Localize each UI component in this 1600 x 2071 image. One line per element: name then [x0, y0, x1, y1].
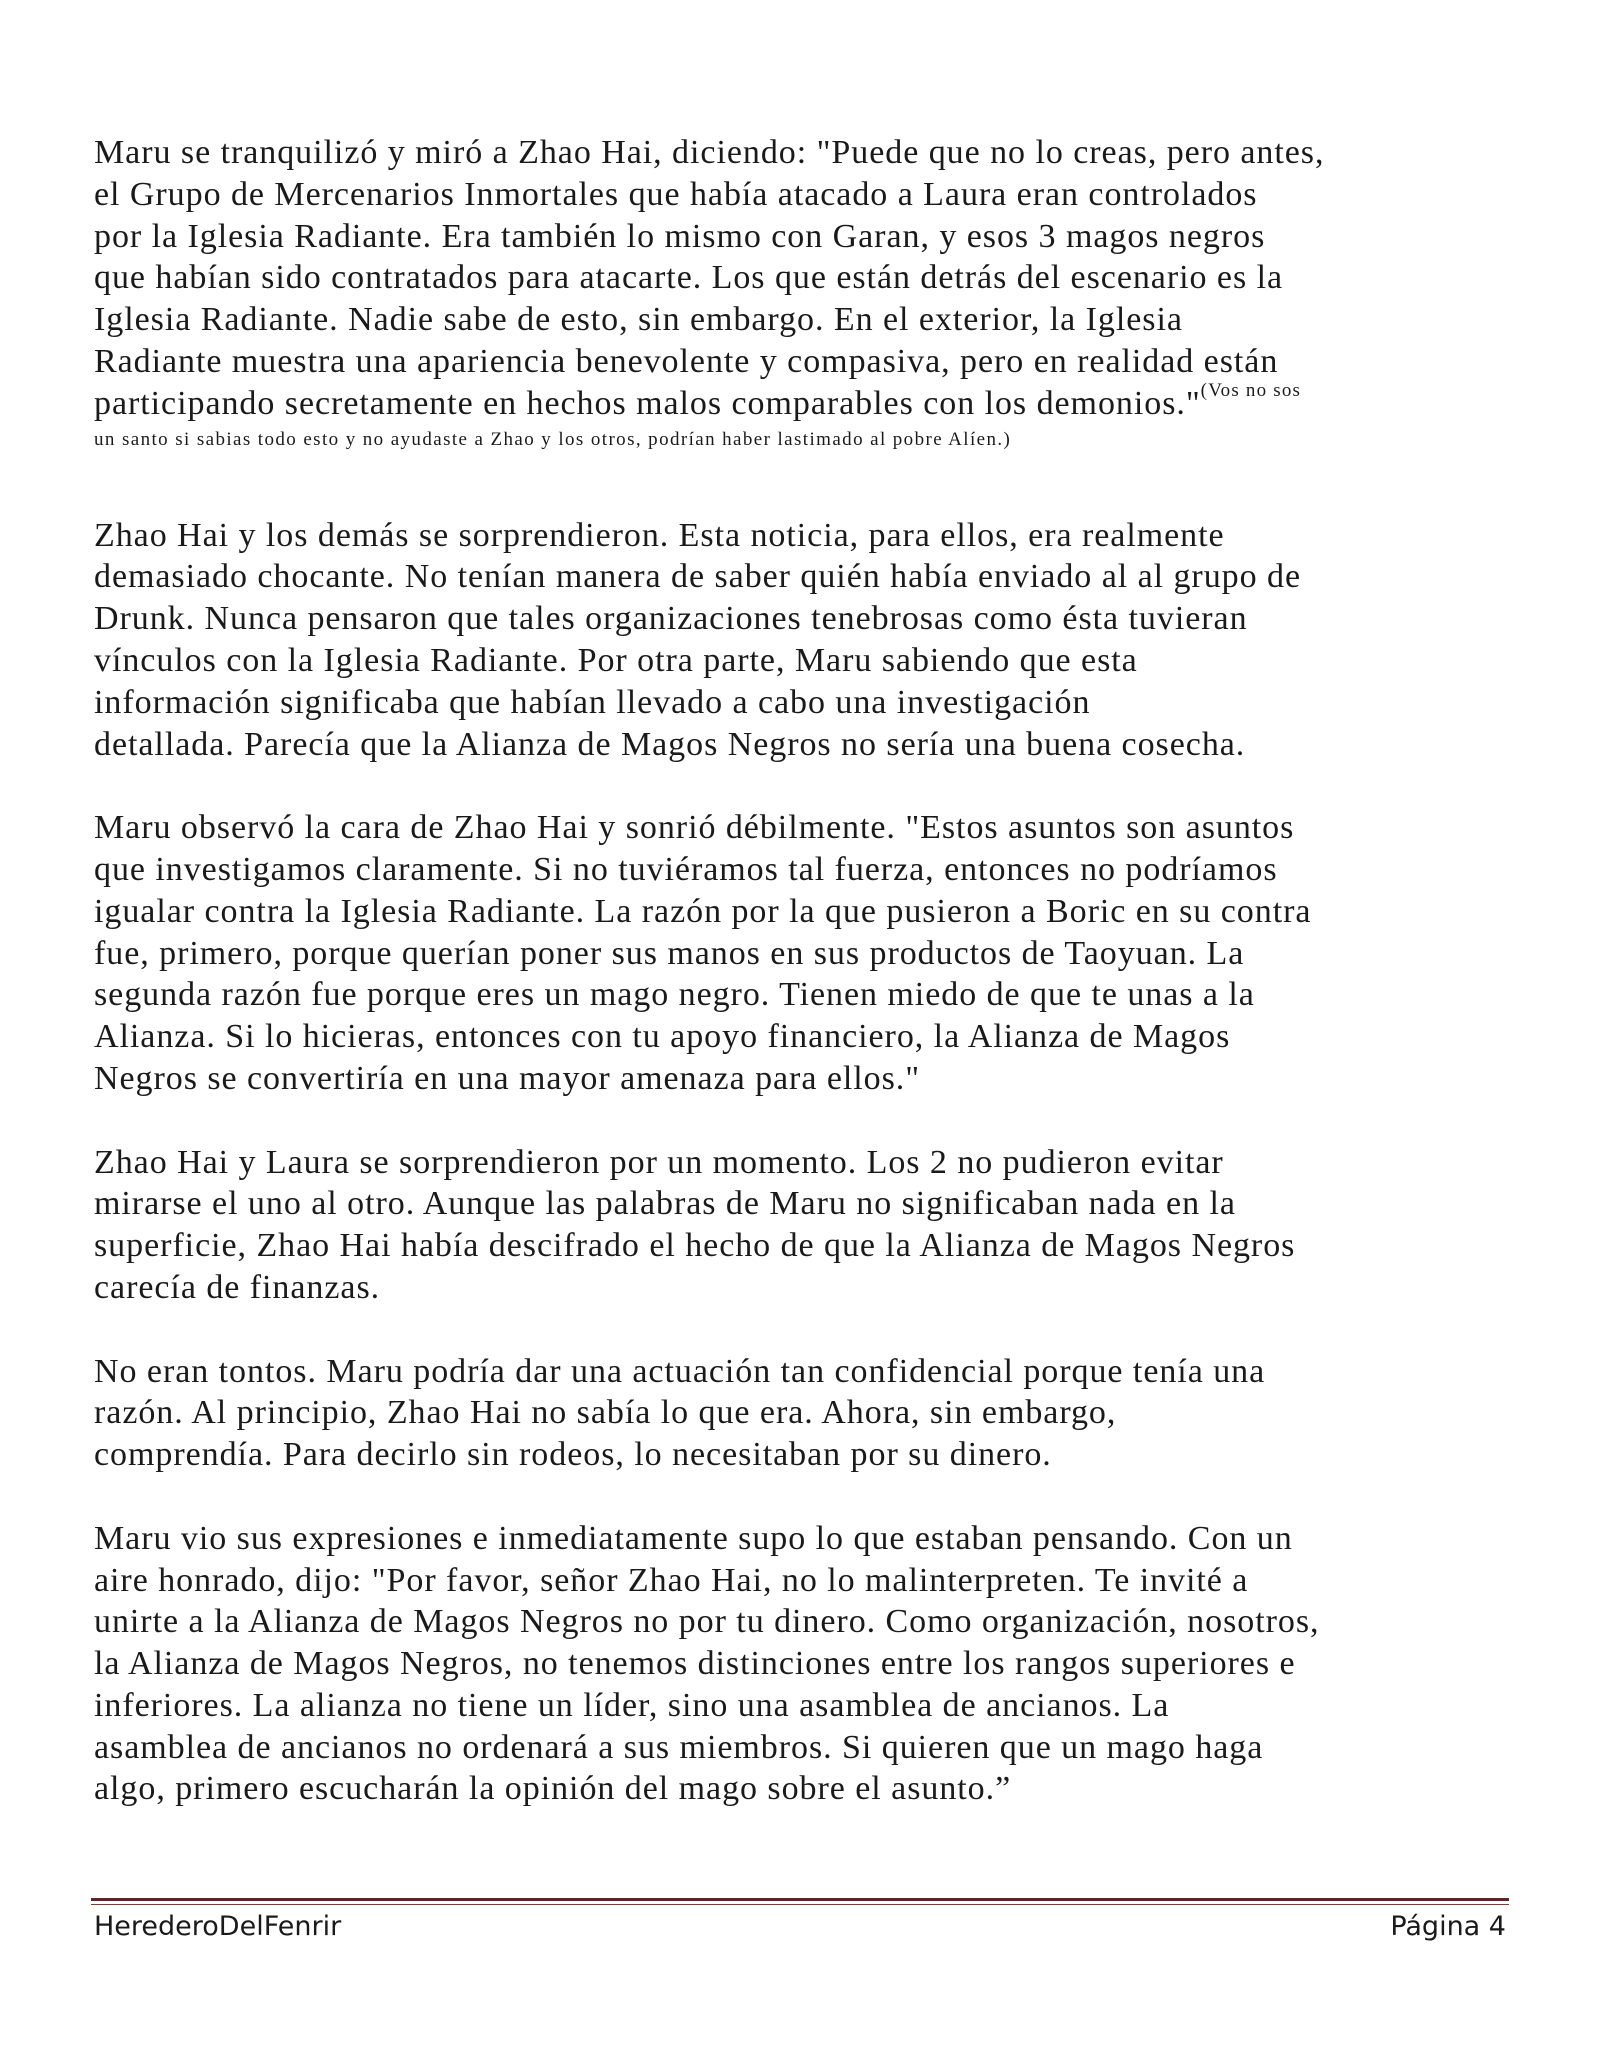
- document-body: [94, 132, 1514, 1852]
- text-line: fue, primero, porque querían poner sus manos en sus productos de Taoyuan. La: [94, 934, 1245, 972]
- page-number: Página 4: [1390, 1911, 1506, 1942]
- text-line: que investigamos claramente. Si no tuviéramos tal fuerza, entonces no podríamos: [94, 850, 1278, 888]
- text-line: información significaba que habían llevado a cabo una investigación: [94, 683, 1091, 721]
- text-line: razón. Al principio, Zhao Hai no sabía lo que era. Ahora, sin embargo,: [94, 1394, 1117, 1432]
- paragraph-3: [94, 807, 1514, 1100]
- paragraph-5: [94, 1351, 1514, 1476]
- translator-note-start: (Vos no sos: [1200, 379, 1302, 401]
- text-line: superficie, Zhao Hai había descifrado el hecho de que la Alianza de Magos Negros: [94, 1227, 1296, 1265]
- translator-note: un santo si sabias todo esto y no ayudaste a Zhao y los otros, podrían haber lastimado al pobre Alíen.): [94, 428, 1012, 450]
- text-line: el Grupo de Mercenarios Inmortales que había atacado a Laura eran controlados: [94, 175, 1258, 213]
- footer-divider: [91, 1898, 1509, 1901]
- text-line: detallada. Parecía que la Alianza de Magos Negros no sería una buena cosecha.: [94, 725, 1246, 763]
- text-line: demasiado chocante. No tenían manera de saber quién había enviado al al grupo de: [94, 558, 1301, 596]
- text-line: igualar contra la Iglesia Radiante. La razón por la que pusieron a Boric en su contra: [94, 892, 1312, 930]
- text-line: Maru observó la cara de Zhao Hai y sonrió débilmente. "Estos asuntos son asuntos: [94, 809, 1295, 847]
- text-line: comprendía. Para decirlo sin rodeos, lo necesitaban por su dinero.: [94, 1436, 1052, 1474]
- text-line-with-note: [94, 379, 1514, 425]
- text-line: Drunk. Nunca pensaron que tales organizaciones tenebrosas como ésta tuvieran: [94, 600, 1248, 638]
- text-line: la Alianza de Magos Negros, no tenemos distinciones entre los rangos superiores e: [94, 1645, 1296, 1683]
- text-line: vínculos con la Iglesia Radiante. Por otra parte, Maru sabiendo que esta: [94, 641, 1138, 679]
- paragraph-2: [94, 515, 1514, 766]
- text-line: carecía de finanzas.: [94, 1268, 381, 1306]
- text-line: Alianza. Si lo hicieras, entonces con tu apoyo financiero, la Alianza de Magos: [94, 1018, 1231, 1056]
- text-line: Maru se tranquilizó y miró a Zhao Hai, diciendo: "Puede que no lo creas, pero antes,: [94, 134, 1325, 171]
- text-line: No eran tontos. Maru podría dar una actuación tan confidencial porque tenía una: [94, 1352, 1266, 1390]
- text-line: aire honrado, dijo: "Por favor, señor Zhao Hai, no lo malinterpreten. Te invité a: [94, 1561, 1249, 1599]
- paragraph-6: [94, 1518, 1514, 1811]
- text-line: algo, primero escucharán la opinión del mago sobre el asunto.”: [94, 1770, 1012, 1808]
- footer-divider-thin: [91, 1904, 1509, 1905]
- text-line: Maru vio sus expresiones e inmediatamente supo lo que estaban pensando. Con un: [94, 1519, 1293, 1557]
- text-line: Zhao Hai y los demás se sorprendieron. Esta noticia, para ellos, era realmente: [94, 516, 1225, 554]
- text-line: unirte a la Alianza de Magos Negros no por tu dinero. Como organización, nosotros,: [94, 1603, 1320, 1641]
- text-line: que habían sido contratados para atacarte. Los que están detrás del escenario es la: [94, 259, 1284, 297]
- paragraph-4: [94, 1142, 1514, 1309]
- text-line: asamblea de ancianos no ordenará a sus miembros. Si quieren que un mago haga: [94, 1728, 1264, 1766]
- text-line: segunda razón fue porque eres un mago negro. Tienen miedo de que te unas a la: [94, 976, 1255, 1014]
- text-line: inferiores. La alianza no tiene un líder, sino una asamblea de ancianos. La: [94, 1686, 1170, 1724]
- text-line: Radiante muestra una apariencia benevolente y compasiva, pero en realidad están: [94, 342, 1279, 380]
- text-line: participando secretamente en hechos malos comparables con los demonios.": [94, 384, 1201, 422]
- text-line: por la Iglesia Radiante. Era también lo mismo con Garan, y esos 3 magos negros: [94, 217, 1266, 255]
- text-line: mirarse el uno al otro. Aunque las palabras de Maru no significaban nada en la: [94, 1185, 1236, 1223]
- text-line: Iglesia Radiante. Nadie sabe de esto, sin embargo. En el exterior, la Iglesia: [94, 301, 1183, 339]
- footer-author: HerederoDelFenrir: [94, 1911, 342, 1942]
- text-line: Negros se convertiría en una mayor amenaza para ellos.": [94, 1059, 921, 1097]
- paragraph-1: [94, 132, 1514, 453]
- text-line: Zhao Hai y Laura se sorprendieron por un momento. Los 2 no pudieron evitar: [94, 1143, 1224, 1181]
